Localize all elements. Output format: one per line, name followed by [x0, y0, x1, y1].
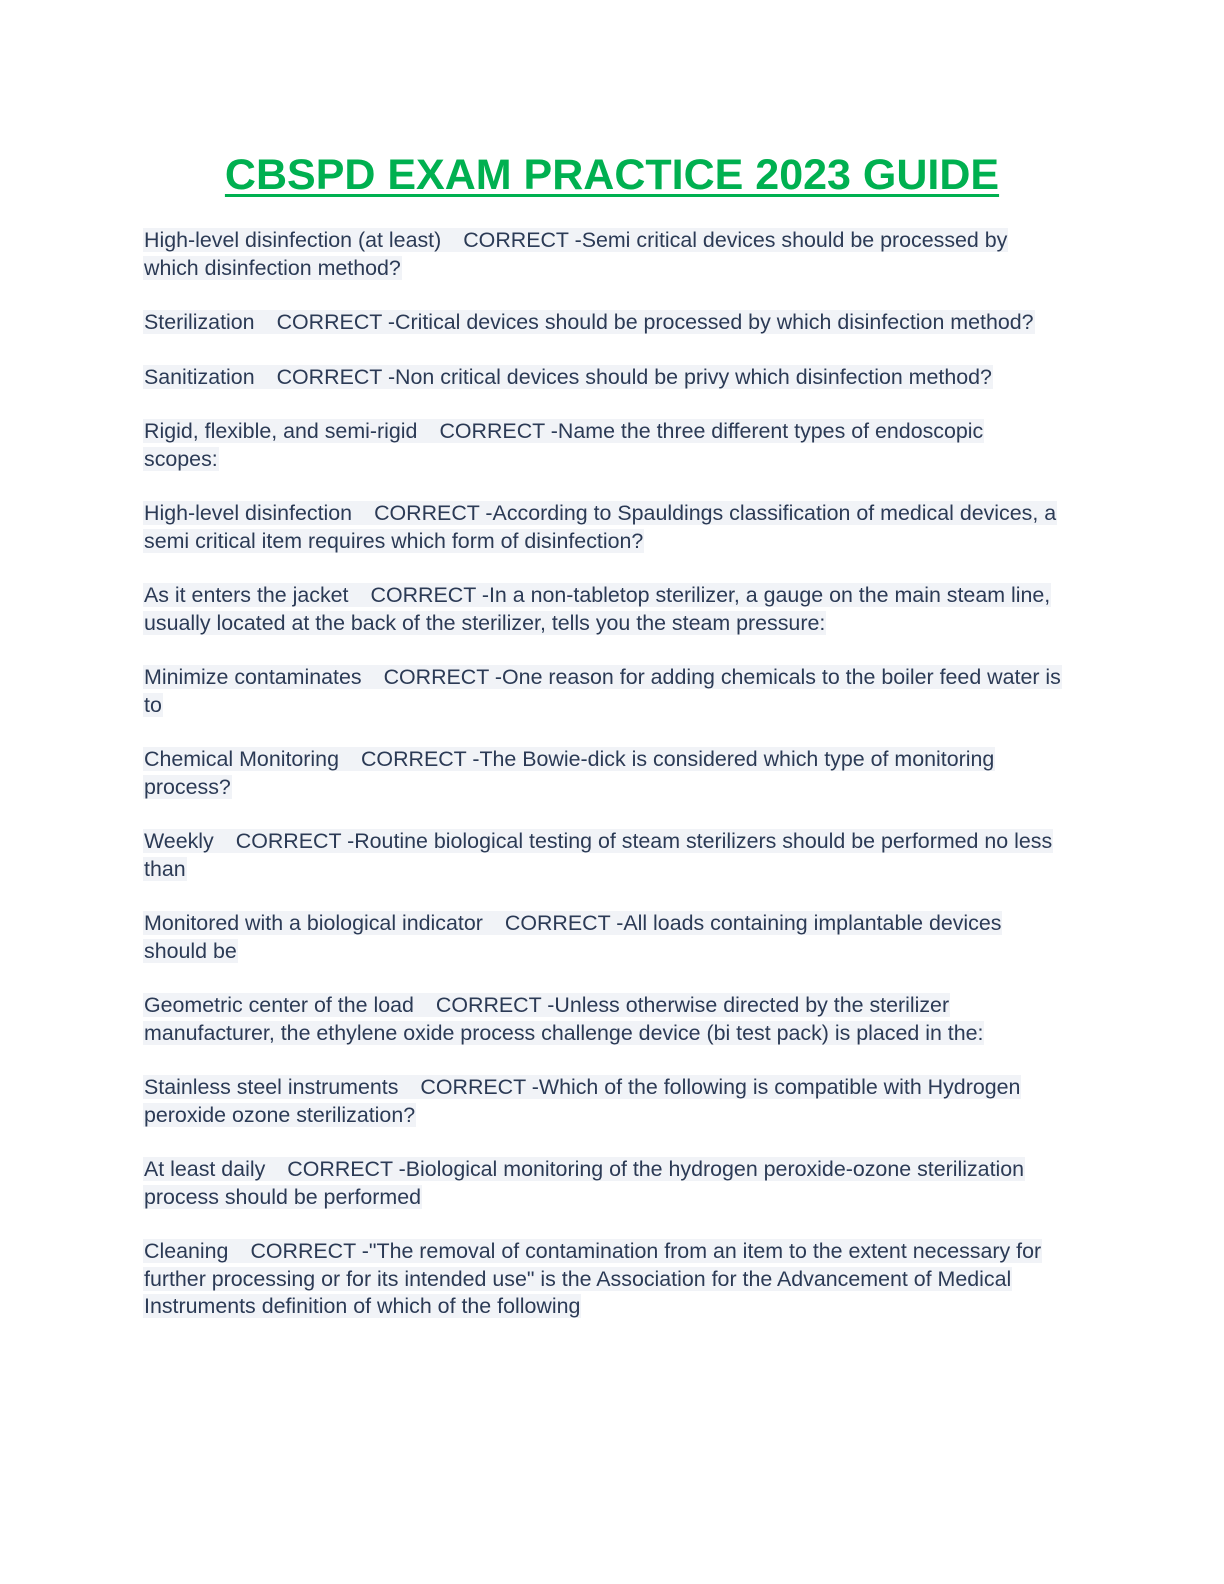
qa-item — [143, 746, 1063, 801]
qa-text — [143, 1239, 1042, 1318]
page-title-text: CBSPD EXAM PRACTICE 2023 GUIDE — [224, 151, 1000, 199]
qa-item — [143, 1074, 1063, 1129]
qa-text — [143, 993, 984, 1045]
qa-text — [143, 665, 1062, 717]
qa-marker: CORRECT — [504, 911, 611, 935]
qa-question: -All loads containing implantable devices should be — [144, 911, 1002, 963]
qa-question: -Biological monitoring of the hydrogen peroxide-ozone sterilization process should be performed — [144, 1157, 1025, 1209]
qa-text — [143, 911, 1002, 963]
qa-list — [143, 227, 1063, 1348]
qa-marker: CORRECT — [287, 1157, 393, 1181]
qa-answer: Cleaning — [144, 1239, 229, 1263]
qa-question: -"The removal of contamination from an item to the extent necessary for further processing or for its intended use" is the Association for the Advancement of Medical Instruments definition of which of the following — [144, 1239, 1042, 1318]
qa-marker: CORRECT — [435, 993, 542, 1017]
qa-question: -One reason for adding chemicals to the boiler feed water is to — [144, 665, 1061, 717]
qa-answer: Sanitization — [144, 364, 255, 389]
page-title — [0, 146, 1224, 204]
qa-question: -Unless otherwise directed by the sterilizer manufacturer, the ethylene oxide process challenge device (bi test pack) is placed in the: — [144, 993, 984, 1045]
qa-marker: CORRECT — [235, 829, 342, 853]
qa-answer: Geometric center of the load — [144, 993, 414, 1017]
qa-text — [143, 829, 1053, 881]
qa-marker: CORRECT — [250, 1239, 356, 1263]
qa-answer: Stainless steel instruments — [144, 1075, 399, 1099]
qa-answer: High-level disinfection (at least) — [144, 228, 442, 252]
qa-question: -Name the three different types of endoscopic scopes: — [144, 419, 984, 471]
qa-text — [143, 501, 1057, 553]
qa-item — [143, 910, 1063, 965]
qa-marker: CORRECT — [374, 501, 480, 525]
qa-question: -Critical devices should be processed by which disinfection method? — [387, 310, 1034, 334]
qa-marker: CORRECT — [463, 228, 569, 252]
qa-question: -According to Spauldings classification of medical devices, a semi critical item requires which form of disinfection? — [144, 501, 1057, 553]
qa-item — [143, 664, 1063, 719]
qa-marker: CORRECT — [420, 1075, 526, 1099]
qa-text — [143, 747, 995, 799]
qa-item — [143, 1156, 1063, 1211]
qa-item — [143, 500, 1063, 555]
qa-item — [143, 309, 1063, 337]
qa-marker: CORRECT — [439, 419, 545, 443]
qa-text — [143, 228, 1008, 280]
qa-item — [143, 1238, 1063, 1321]
qa-marker: CORRECT — [370, 583, 476, 607]
qa-item — [143, 364, 1063, 392]
qa-answer: Monitored with a biological indicator — [144, 911, 483, 935]
qa-question: -Semi critical devices should be processed by which disinfection method? — [144, 228, 1008, 280]
qa-text — [143, 419, 984, 471]
qa-item — [143, 828, 1063, 883]
qa-answer: Sterilization — [144, 310, 255, 334]
qa-item — [143, 992, 1063, 1047]
qa-answer: Rigid, flexible, and semi-rigid — [144, 419, 418, 443]
qa-answer: Minimize contaminates — [144, 665, 362, 689]
qa-question: -Which of the following is compatible with Hydrogen peroxide ozone sterilization? — [144, 1075, 1021, 1127]
qa-answer: As it enters the jacket — [144, 583, 349, 607]
qa-answer: Chemical Monitoring — [144, 747, 339, 771]
qa-text — [143, 1075, 1021, 1127]
qa-marker: CORRECT — [276, 364, 382, 389]
qa-marker: CORRECT — [276, 310, 382, 334]
qa-item — [143, 418, 1063, 473]
qa-text — [143, 365, 993, 389]
qa-question: -Routine biological testing of steam sterilizers should be performed no less than — [144, 829, 1053, 881]
qa-answer: Weekly — [144, 829, 214, 853]
qa-answer: At least daily — [144, 1157, 266, 1181]
qa-marker: CORRECT — [383, 665, 489, 689]
qa-text — [143, 1157, 1025, 1209]
qa-item — [143, 582, 1063, 637]
qa-question: -Non critical devices should be privy which disinfection method? — [387, 364, 992, 389]
qa-answer: High-level disinfection — [144, 501, 353, 525]
qa-question: -In a non-tabletop sterilizer, a gauge on the main steam line, usually located at the back of the sterilizer, tells you the steam pressure: — [144, 583, 1051, 635]
qa-item — [143, 227, 1063, 282]
qa-text — [143, 310, 1035, 334]
qa-question: -The Bowie-dick is considered which type of monitoring process? — [144, 747, 995, 799]
qa-marker: CORRECT — [360, 747, 467, 771]
qa-text — [143, 583, 1051, 635]
